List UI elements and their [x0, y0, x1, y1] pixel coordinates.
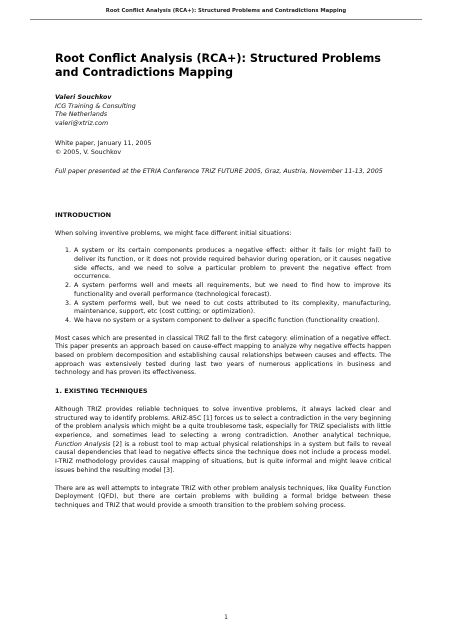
list-item: 4. We have no system or a system component to deliver a specific function (functionality creation). [73, 317, 391, 326]
author-name: Valeri Souchkov [55, 94, 112, 101]
list-item: 2. A system performs well and meets all requirements, but we need to find how to improve its functionality and overall performance (technological forecast). [73, 282, 391, 299]
page-content [55, 52, 391, 520]
conference-note: Full paper presented at the ETRIA Conference TRIZ FUTURE 2005, Graz, Austria, November 11-13, 2005 [55, 168, 383, 176]
section1-p1-text-a: Although TRIZ provides reliable techniques to solve inventive problems, it always lacked clear and structured way to identify problems. ARIZ-85C [1] forces us to select a contradiction in the very beginning of the problem analysis which might be a quite troublesome task, especially for TRIZ specialists with little experience, and sometimes lead to selecting a wrong contradiction. Another analytical technique, [55, 405, 391, 439]
intro-paragraph: Most cases which are presented in classical TRIZ fall to the first category: elimination of a negative effect. This paper presents an approach based on cause-effect mapping to analyze why negative effects happen based on problem decomposition and establishing causal relationships between causes and effects. The approach was extensively tested during last two years of numerous applications in business and technology and has proven its effectiveness. [55, 334, 391, 377]
intro-heading: INTRODUCTION [55, 210, 112, 219]
situations-list [55, 247, 391, 325]
header-rule [30, 19, 422, 20]
author-email: valeri@xtriz.com [55, 120, 109, 128]
section1-paragraph-1 [55, 406, 391, 476]
meta-block [55, 140, 391, 157]
copyright: © 2005, V. Souchkov [55, 148, 122, 156]
list-item: 3. A system performs well, but we need to cut costs attributed to its complexity, manufacturing, maintenance, support, etc (cost cutting; or optimization). [73, 300, 391, 317]
page-title: Root Conflict Analysis (RCA+): Structured Problems and Contradictions Mapping [55, 52, 381, 79]
section1-heading: 1. EXISTING TECHNIQUES [55, 387, 148, 396]
intro-lead: When solving inventive problems, we might face different initial situations: [55, 229, 292, 237]
page-number: 1 [224, 614, 228, 621]
running-header: Root Conflict Analysis (RCA+): Structured Problems and Contradictions Mapping [105, 8, 347, 14]
section1-paragraph-2: There are as well attempts to integrate TRIZ with other problem analysis techniques, like Quality Function Deployment (QFD), but there are certain problems with building a formal bridge between these techniques and TRIZ that would provide a smooth transition to the problem solving process. [55, 484, 391, 509]
author-block [55, 94, 391, 129]
section1-p1-text-b: [2] is a robust tool to map actual physical relationships in a system but fails to reveal causal dependencies that lead to negative effects since the technique does not include a process model. I-TRIZ methodology provides causal mapping of situations, but is quite informal and might leave critical issues behind the resulting model [3]. [55, 440, 392, 474]
author-country: The Netherlands [55, 111, 108, 119]
function-analysis-term: Function Analysis [55, 440, 111, 448]
paper-date: White paper, January 11, 2005 [55, 139, 152, 147]
list-item: 1. A system or its certain components produces a negative effect: either it fails (or might fail) to deliver its function, or it does not provide required behavior during operation, or it causes negative side effects, and we need to solve a particular problem to prevent the negative effect from occurrence. [73, 247, 391, 282]
author-org: ICG Training & Consulting [55, 102, 136, 110]
